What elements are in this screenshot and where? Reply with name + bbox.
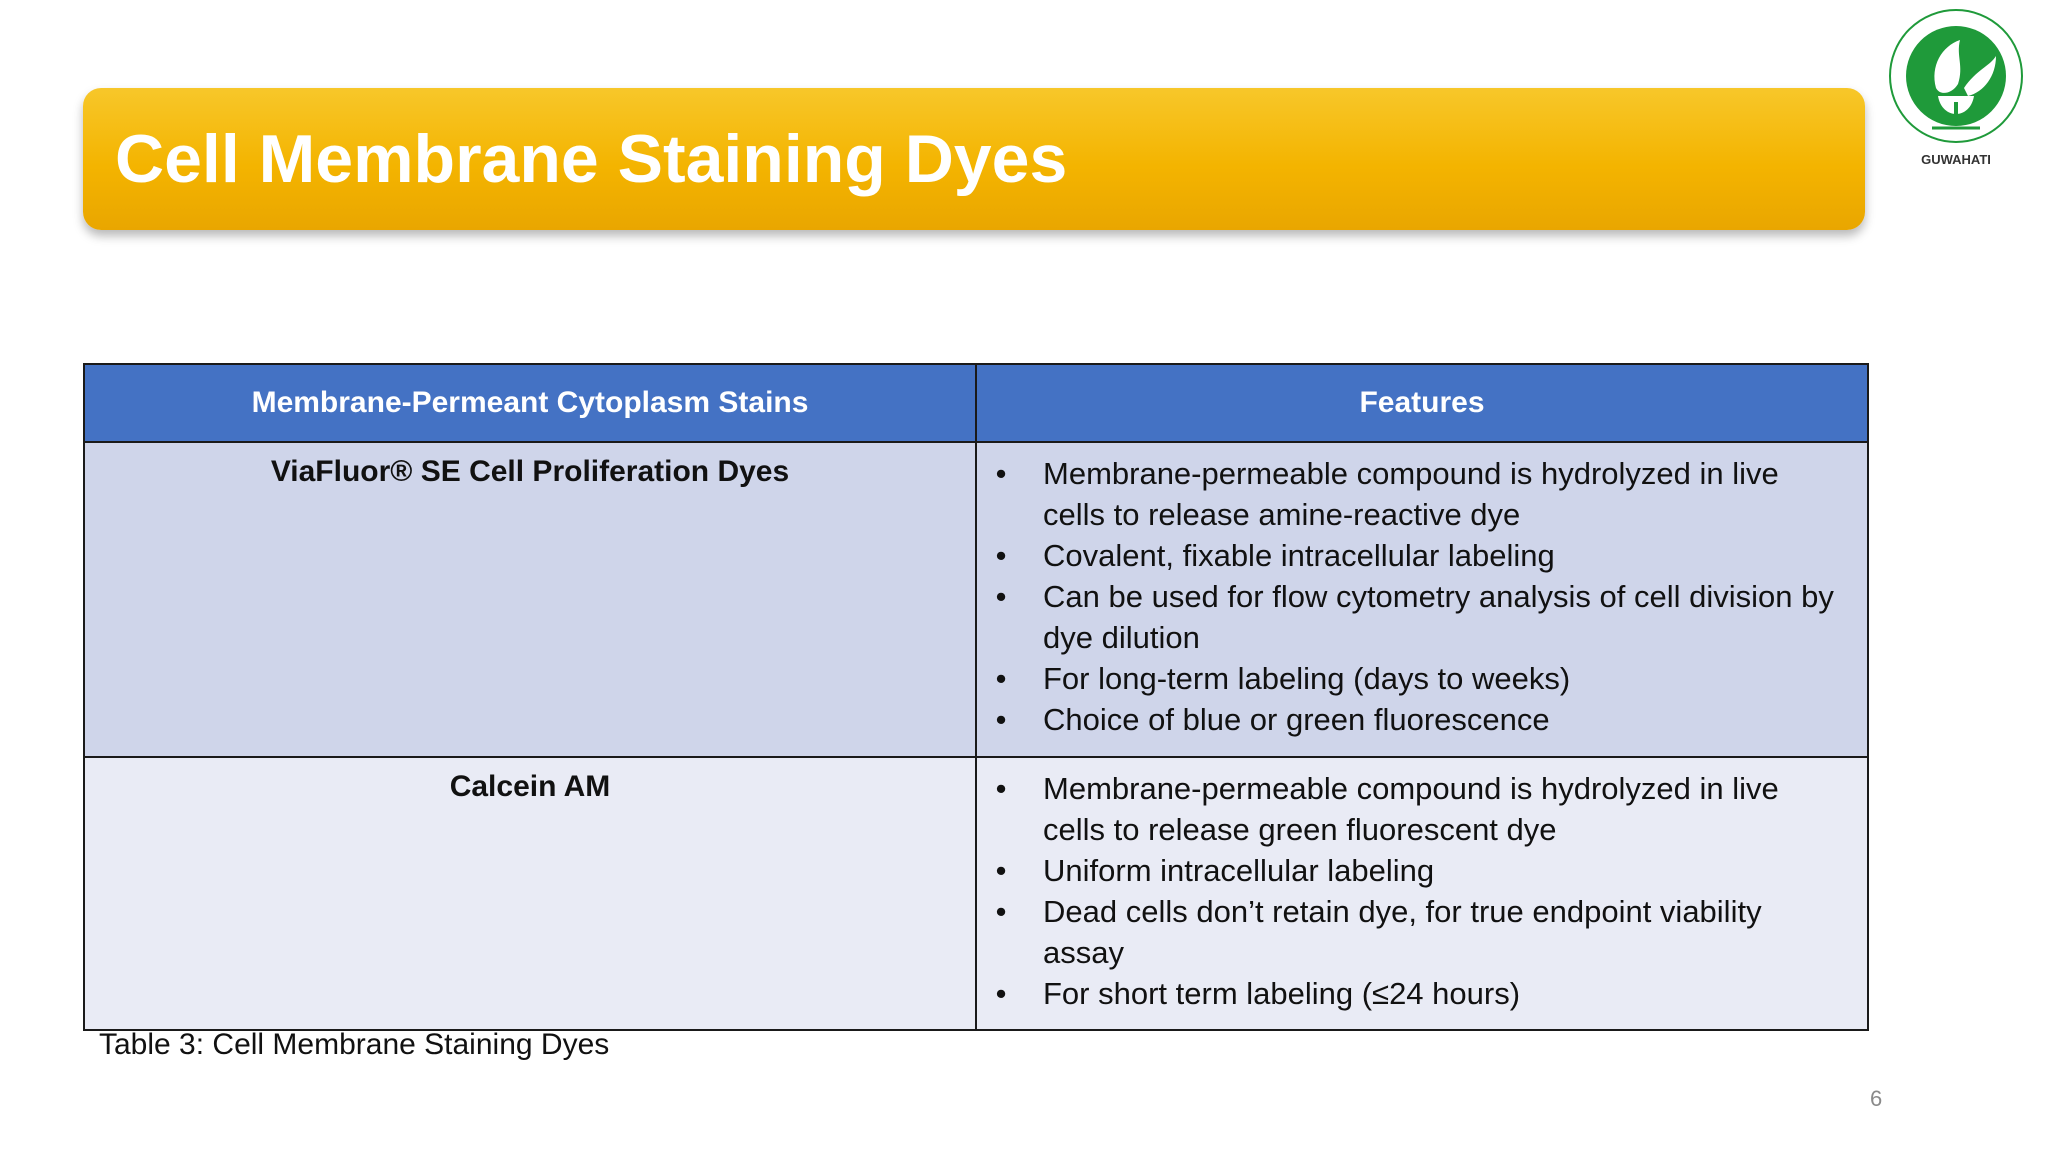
dye-name: ViaFluor® SE Cell Proliferation Dyes <box>84 442 976 757</box>
list-item <box>991 535 1847 576</box>
bullet: • <box>995 538 1007 573</box>
bullet: • <box>995 579 1007 614</box>
table-row <box>84 757 1868 1030</box>
list-item <box>991 891 1847 973</box>
list-item <box>991 576 1847 658</box>
header-features: Features <box>976 364 1868 442</box>
table-caption: Table 3: Cell Membrane Staining Dyes <box>99 1028 610 1061</box>
feature-cell <box>976 442 1868 757</box>
table-header-row <box>84 364 1868 442</box>
institute-seal-icon <box>1872 4 2040 172</box>
bullet: • <box>995 976 1007 1011</box>
feature-list <box>991 453 1847 740</box>
feature-text: Membrane-permeable compound is hydrolyzed in live cells to release green fluorescent dye <box>1043 771 1779 847</box>
feature-text: Dead cells don’t retain dye, for true endpoint viability assay <box>1043 894 1762 970</box>
feature-text: Choice of blue or green fluorescence <box>1043 702 1550 737</box>
list-item <box>991 453 1847 535</box>
dye-name: Calcein AM <box>84 757 976 1030</box>
page-number: 6 <box>1870 1086 1883 1111</box>
bullet: • <box>995 702 1007 737</box>
list-item <box>991 699 1847 740</box>
bullet: • <box>995 894 1007 929</box>
feature-list <box>991 768 1847 1014</box>
list-item <box>991 658 1847 699</box>
bullet: • <box>995 771 1007 806</box>
header-stains: Membrane-Permeant Cytoplasm Stains <box>84 364 976 442</box>
bullet: • <box>995 456 1007 491</box>
list-item <box>991 973 1847 1014</box>
logo-caption: GUWAHATI <box>1921 152 1991 167</box>
title-banner <box>83 88 1865 230</box>
bullet: • <box>995 661 1007 696</box>
feature-text: For long-term labeling (days to weeks) <box>1043 661 1571 696</box>
dyes-table <box>83 363 1869 1031</box>
feature-text: Membrane-permeable compound is hydrolyzed in live cells to release amine-reactive dye <box>1043 456 1779 532</box>
list-item <box>991 850 1847 891</box>
feature-text: Can be used for flow cytometry analysis of cell division by dye dilution <box>1043 579 1834 655</box>
feature-text: Covalent, fixable intracellular labeling <box>1043 538 1555 573</box>
list-item <box>991 768 1847 850</box>
slide-title: Cell Membrane Staining Dyes <box>115 121 1068 197</box>
feature-text: For short term labeling (≤24 hours) <box>1043 976 1521 1011</box>
feature-cell <box>976 757 1868 1030</box>
table-row <box>84 442 1868 757</box>
institute-logo <box>1872 4 2040 172</box>
bullet: • <box>995 853 1007 888</box>
feature-text: Uniform intracellular labeling <box>1043 853 1435 888</box>
